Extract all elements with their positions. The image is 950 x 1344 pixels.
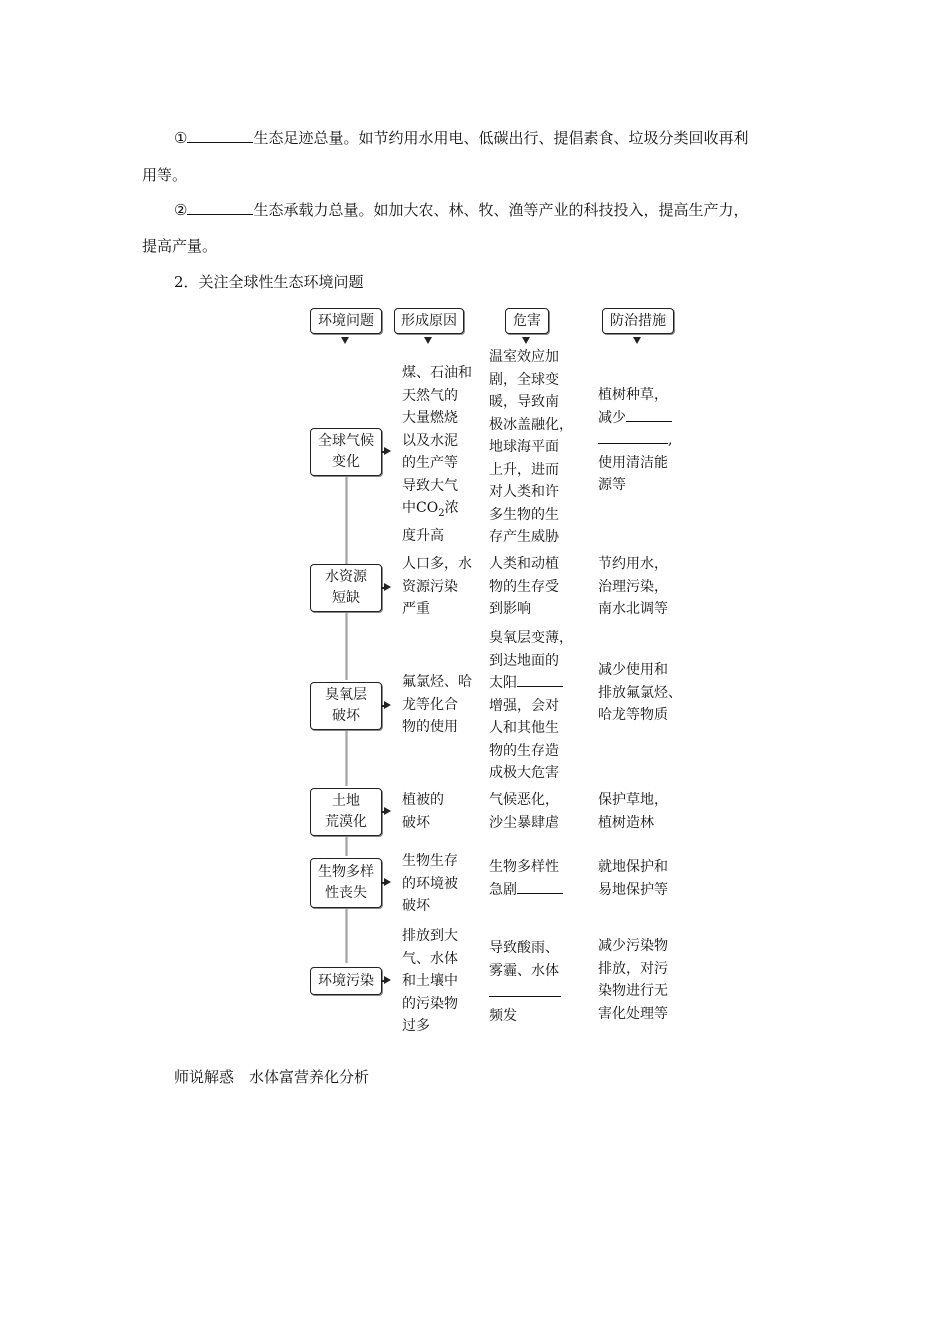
text-line (489, 982, 561, 1005)
paragraph-2-text: 生态承载力总量。如加大农、林、牧、渔等产业的科技投入，提高生产力， (253, 201, 749, 219)
text-line: 植树种草， (598, 387, 668, 403)
cause-cell (402, 553, 472, 621)
arrow-right-icon (384, 447, 391, 455)
text-line: 保护草地， (598, 792, 668, 808)
text-line: 人类和动植 (489, 556, 559, 572)
text-line: 上升，进而 (489, 461, 559, 478)
fill-blank[interactable] (187, 128, 253, 143)
harm-cell (489, 937, 561, 1027)
text-line (489, 672, 573, 695)
text-line: 导致大气 (402, 477, 458, 494)
text-line: 地球海平面 (489, 439, 559, 455)
text-line: 节约用水， (598, 556, 668, 572)
text-line: 频发 (489, 1007, 517, 1024)
measure-cell (598, 935, 668, 1025)
text-line: 减少使用和 (598, 662, 668, 678)
text-line: 度升高 (402, 528, 444, 545)
harm-cell (489, 346, 573, 549)
text-line: 到达地面的 (489, 652, 559, 669)
header-issue: 环境问题 (310, 308, 382, 334)
text-line: 大量燃烧 (402, 410, 458, 426)
issue-text: 全球气候 (318, 433, 374, 449)
text-line: 易地保护等 (598, 881, 668, 898)
issue-text: 破坏 (332, 708, 360, 724)
text-line: 减少污染物 (598, 938, 668, 954)
text-line: 极冰盖融化， (489, 416, 573, 433)
issue-box (310, 788, 382, 836)
cause-cell (402, 850, 458, 918)
text-line (402, 497, 472, 525)
issue-text: 土地 (332, 793, 360, 809)
harm-cell (489, 553, 559, 621)
arrow-down-icon (424, 337, 432, 344)
text-line (598, 407, 672, 430)
fill-blank[interactable] (598, 429, 668, 444)
fill-blank[interactable] (626, 407, 672, 422)
measure-cell (598, 659, 682, 727)
text-line: 破坏 (402, 898, 430, 914)
fill-blank[interactable] (517, 672, 563, 687)
text-line: 南水北调等 (598, 601, 668, 617)
text-line: 导致酸雨、 (489, 940, 559, 956)
connector-line (345, 836, 348, 856)
measure-cell (598, 384, 672, 497)
footer-section-title: 师说解惑 水体富营养化分析 (174, 1068, 370, 1086)
text-line: 物的使用 (402, 719, 458, 735)
text-line: 过多 (402, 1018, 430, 1034)
issue-box (310, 564, 382, 612)
text-line: 害化处理等 (598, 1005, 668, 1022)
arrow-right-icon (384, 878, 391, 886)
text-line: 排放，对污 (598, 960, 668, 977)
text-line: 剧，全球变 (489, 371, 559, 388)
text-line: 哈龙等物质 (598, 707, 668, 723)
text-line: 源等 (598, 477, 626, 493)
harm-cell (489, 856, 563, 901)
paragraph-1-line-1 (174, 127, 748, 148)
measure-cell (598, 789, 668, 834)
arrow-down-icon (341, 337, 349, 344)
text-line: 沙尘暴肆虐 (489, 814, 559, 831)
issue-box (310, 967, 382, 995)
text-line: 人和其他生 (489, 720, 559, 736)
text-line: 对人类和许 (489, 484, 559, 500)
arrow-right-icon (384, 701, 391, 709)
co2-text: 中CO (402, 500, 439, 516)
text-line: 减少 (598, 409, 626, 426)
text-line: , (668, 432, 673, 448)
issue-text: 荒漠化 (325, 814, 367, 830)
text-line: 臭氧层变薄， (489, 630, 573, 646)
text-line: 的环境被 (402, 875, 458, 892)
text-line: 增强，会对 (489, 697, 559, 714)
measure-cell (598, 553, 668, 621)
text-line: 和土壤中 (402, 973, 458, 989)
issue-text: 生物多样 (318, 864, 374, 880)
text-line (598, 429, 672, 452)
text-line: 暖，导致南 (489, 394, 559, 410)
text-line: 排放氟氯烃、 (598, 684, 682, 701)
header-measure: 防治措施 (602, 308, 674, 334)
arrow-down-icon (522, 337, 530, 344)
section-title: 2．关注全球性生态环境问题 (174, 273, 364, 291)
cause-cell (402, 789, 444, 834)
text-line: 急剧 (489, 881, 517, 898)
fill-blank[interactable] (489, 982, 561, 997)
paragraph-1-text: 生态足迹总量。如节约用水用电、低碳出行、提倡素食、垃圾分类回收再利 (253, 129, 749, 147)
harm-cell (489, 789, 559, 834)
text-line: 植树造林 (598, 814, 654, 831)
issue-text: 性丧失 (325, 885, 367, 901)
text-line: 浓 (444, 500, 459, 516)
text-line: 龙等化合 (402, 696, 458, 713)
cause-cell (402, 671, 472, 739)
text-line: 气、水体 (402, 950, 458, 967)
text-line: 到影响 (489, 601, 531, 617)
harm-cell (489, 627, 573, 785)
connector-line (345, 476, 348, 564)
text-line: 人口多，水 (402, 556, 472, 572)
issue-text: 短缺 (332, 590, 360, 606)
arrow-down-icon (633, 337, 641, 344)
text-line: 就地保护和 (598, 859, 668, 875)
text-line: 治理污染， (598, 578, 668, 595)
issue-box (310, 682, 382, 730)
circle-marker-2: ② (174, 201, 188, 219)
text-line: 多生物的生 (489, 506, 559, 523)
text-line: 存产生威胁 (489, 529, 559, 545)
text-line: 氟氯烃、哈 (402, 674, 472, 690)
text-line: 排放到大 (402, 928, 458, 944)
text-line: 严重 (402, 601, 430, 617)
text-line: 物的生存受 (489, 578, 559, 595)
cause-cell (402, 362, 472, 548)
issue-text: 水资源 (325, 569, 367, 585)
text-line: 成极大危害 (489, 765, 559, 781)
text-line: 使用清洁能 (598, 454, 668, 471)
text-line: 生物生存 (402, 853, 458, 869)
arrow-right-icon (384, 583, 391, 591)
arrow-right-icon (384, 976, 391, 984)
fill-blank[interactable] (517, 879, 563, 894)
connector-line (345, 730, 348, 786)
text-line: 的污染物 (402, 995, 458, 1012)
fill-blank[interactable] (187, 200, 253, 215)
text-line: 植被的 (402, 792, 444, 808)
text-line: 雾霾、水体 (489, 962, 559, 979)
text-line: 破坏 (402, 814, 430, 831)
cause-cell (402, 925, 458, 1038)
text-line: 物的生存造 (489, 742, 559, 759)
text-line: 生物多样性 (489, 859, 559, 875)
circle-marker-1: ① (174, 129, 188, 147)
header-cause: 形成原因 (394, 308, 464, 334)
issue-box (310, 858, 382, 908)
arrow-right-icon (384, 807, 391, 815)
issue-box (310, 428, 382, 476)
paragraph-2-line-2: 提高产量。 (142, 237, 218, 255)
text-line: 气候恶化， (489, 792, 559, 808)
text-line (489, 879, 563, 902)
connector-line (345, 612, 348, 680)
issue-text: 变化 (332, 454, 360, 470)
paragraph-1-line-2: 用等。 (142, 166, 188, 184)
issue-text: 臭氧层 (325, 687, 367, 703)
measure-cell (598, 856, 668, 901)
text-line: 天然气的 (402, 387, 458, 404)
text-line: 太阳 (489, 675, 517, 691)
text-line: 的生产等 (402, 455, 458, 471)
header-harm: 危害 (505, 308, 549, 334)
text-line: 煤、石油和 (402, 365, 472, 381)
issue-text: 环境污染 (318, 972, 374, 989)
text-line: 以及水泥 (402, 432, 458, 449)
connector-line (345, 909, 348, 963)
text-line: 温室效应加 (489, 349, 559, 365)
text-line: 染物进行无 (598, 983, 668, 999)
subscript: 2 (438, 507, 445, 519)
paragraph-2-line-1 (174, 199, 748, 220)
text-line: 资源污染 (402, 578, 458, 595)
